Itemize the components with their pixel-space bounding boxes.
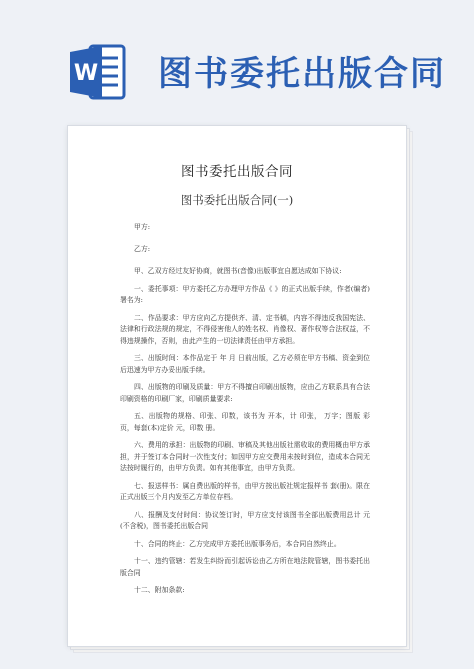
paragraph: 一、委托事项：甲方委托乙方办理甲方作品《 》的正式出版手续，作者(编者)署名为:: [120, 285, 370, 305]
paragraph: 二、作品要求：甲方应向乙方提供齐、清、定书稿，内容不得违反我国宪法、法律和行政法规的规定，不得侵害他人的姓名权、肖像权、著作权等合法权益，不得违规操作，否则，由此产生的一切法律责任由甲方承担。: [120, 314, 370, 345]
document-title: 图书委托出版合同: [181, 164, 293, 180]
paragraph: 十一、违约管辖：若发生纠纷而引起诉讼由乙方所在地法院管辖，图书委托出版合同: [120, 557, 370, 577]
party-b-line: 乙方:: [134, 245, 151, 254]
paragraph: 八、报酬及支付时间：协议签订时，甲方应支付该图书全部出版费用总计 元(不含税)，图书委托出版合同: [120, 510, 370, 530]
party-a-line: 甲方:: [134, 223, 151, 231]
paragraph: 六、费用的承担：出版物的印刷、审稿及其他出版社需收取的费用概由甲方承担，并于签订本合同时一次性支付；如因甲方应交费用未按时到位，造成本合同无法按时履行的，由甲方负责。如有其他事宜，由甲方负责。: [120, 441, 370, 472]
word-document-icon: [68, 42, 128, 102]
paragraph: 五、出版物的规格、印张、印数，该书为 开本，计 印张， 万字；图版 彩页，每套(本)定价 元，印数 册。: [120, 412, 370, 432]
paragraph: 七、报送样书：属自费出版的样书，由甲方按出版社规定报样书 套(册)。限在正式出版三个月内发至乙方单位存档。: [120, 481, 370, 501]
document-page: [68, 126, 406, 646]
document-body: [120, 222, 370, 603]
paragraph: 四、出版物的印刷及质量：甲方不得擅自印刷出版物，应由乙方联系具有合法印刷资格的印刷厂家，印刷质量要求:: [120, 383, 370, 403]
paragraph: 甲、乙双方经过友好协商，就图书(音像)出版事宜自愿达成如下协议:: [134, 267, 342, 276]
header-banner: [0, 0, 474, 110]
banner-title: 图书委托出版合同: [158, 54, 446, 94]
document-subtitle: 图书委托出版合同(一): [180, 193, 294, 207]
paragraph: 三、出版时间：本作品定于 年 月 日前出版，乙方必须在甲方书稿、资金到位后迅速为甲方办妥出版手续。: [120, 354, 370, 374]
paragraph: 十、合同的终止：乙方完成甲方委托出版事务后，本合同自然终止。: [134, 539, 341, 548]
word-icon-letter: W: [73, 61, 99, 86]
paragraph: 十二、附加条款:: [134, 586, 185, 595]
